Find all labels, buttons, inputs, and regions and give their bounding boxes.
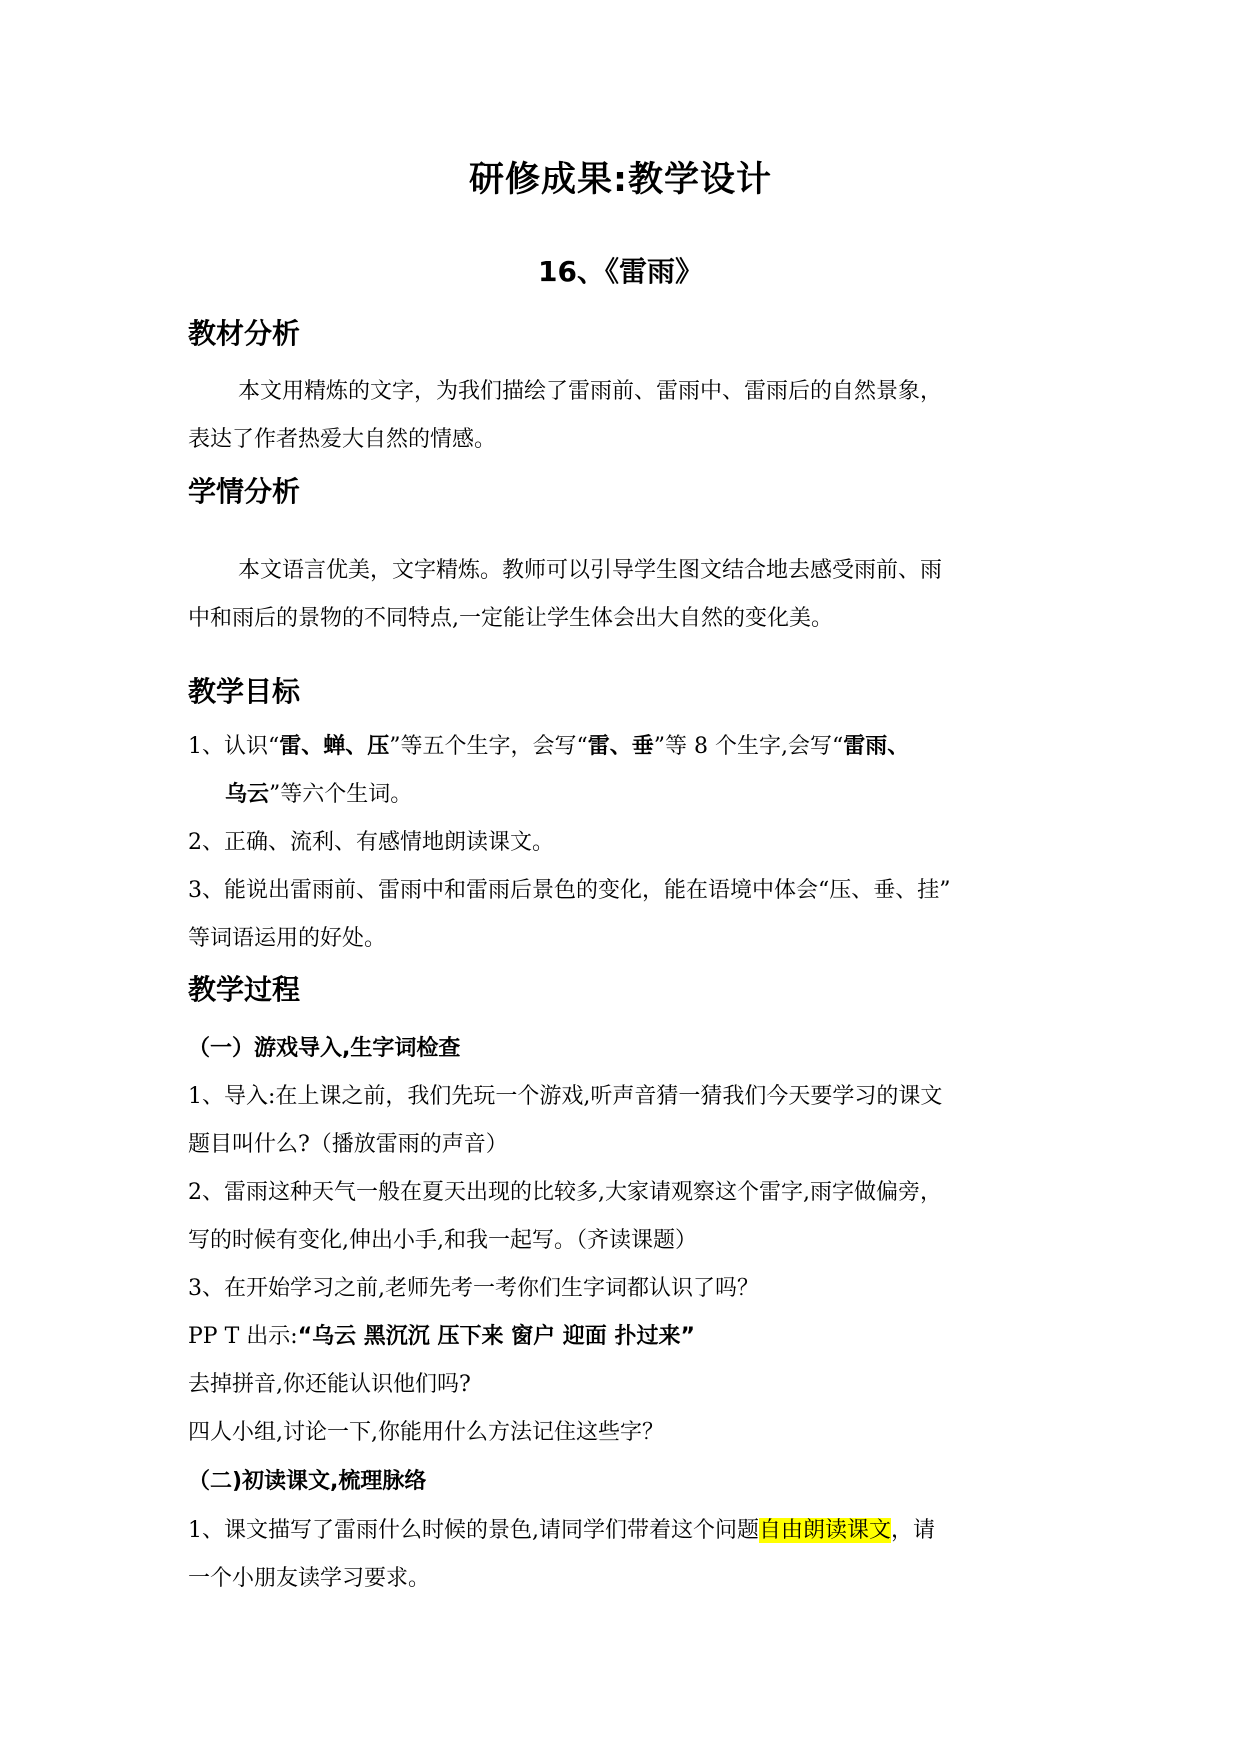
- lesson-title: 16、《雷雨》: [538, 255, 703, 288]
- process-line: 题目叫什么?（播放雷雨的声音）: [188, 1132, 508, 1157]
- process-part-2-title: （二)初读课文,梳理脉络: [188, 1469, 427, 1494]
- process-line: 写的时候有变化,伸出小手,和我一起写。（齐读课题）: [188, 1228, 697, 1253]
- process-line: 去掉拼音,你还能认识他们吗?: [188, 1372, 471, 1397]
- goal-item-3: 3、能说出雷雨前、雷雨中和雷雨后景色的变化，能在语境中体会“压、垂、挂”: [188, 878, 951, 903]
- highlighted-text: 自由朗读课文: [759, 1518, 892, 1543]
- process-text: 1、课文描写了雷雨什么时候的景色,请同学们带着这个问题: [188, 1518, 759, 1543]
- goal-bold-text: 雷雨、: [843, 734, 910, 759]
- goal-item-1: [188, 729, 909, 760]
- goal-item-2: 2、正确、流利、有感情地朗读课文。: [188, 830, 554, 855]
- goal-text: ”等五个生字，会写“: [389, 734, 588, 759]
- goal-bold-text: 雷、蝉、压: [279, 734, 390, 759]
- goal-item-1-continued: [225, 777, 412, 808]
- ppt-words-line: [188, 1319, 695, 1350]
- page-title: 研修成果:教学设计: [469, 160, 772, 200]
- goal-bold-text: 雷、垂: [587, 734, 654, 759]
- section-heading-material-analysis: 教材分析: [188, 317, 301, 350]
- process-line: 1、导入:在上课之前，我们先玩一个游戏,听声音猜一猜我们今天要学习的课文: [188, 1084, 943, 1109]
- section-heading-student-analysis: 学情分析: [188, 475, 301, 508]
- ppt-word-list: “乌云 黑沉沉 压下来 窗户 迎面 扑过来”: [297, 1324, 695, 1349]
- paragraph-line: 中和雨后的景物的不同特点,一定能让学生体会出大自然的变化美。: [188, 606, 833, 631]
- paragraph-line: 本文用精炼的文字，为我们描绘了雷雨前、雷雨中、雷雨后的自然景象，: [238, 379, 943, 404]
- goal-text: 1、认识“: [188, 734, 280, 759]
- process-part-1-title: （一）游戏导入,生字词检查: [188, 1036, 461, 1061]
- process-text: ，请: [891, 1518, 936, 1543]
- goal-item-3-continued: 等词语运用的好处。: [188, 926, 387, 951]
- process-line: 3、在开始学习之前,老师先考一考你们生字词都认识了吗？: [188, 1276, 759, 1301]
- ppt-prefix: PP T 出示:: [188, 1324, 298, 1349]
- paragraph-line: 表达了作者热爱大自然的情感。: [188, 427, 497, 452]
- paragraph-line: 本文语言优美，文字精炼。教师可以引导学生图文结合地去感受雨前、雨: [238, 558, 943, 583]
- section-heading-teaching-goals: 教学目标: [188, 675, 301, 708]
- process-line-highlighted: [188, 1513, 935, 1544]
- process-line: 四人小组,讨论一下,你能用什么方法记住这些字？: [188, 1420, 664, 1445]
- goal-text: ”等六个生词。: [269, 782, 413, 807]
- process-line: 2、雷雨这种天气一般在夏天出现的比较多,大家请观察这个雷字,雨字做偏旁，: [188, 1180, 942, 1205]
- goal-text: ”等 8 个生字,会写“: [653, 734, 844, 759]
- section-heading-teaching-process: 教学过程: [188, 973, 301, 1006]
- goal-bold-text: 乌云: [225, 782, 270, 807]
- process-line: 一个小朋友读学习要求。: [188, 1566, 431, 1591]
